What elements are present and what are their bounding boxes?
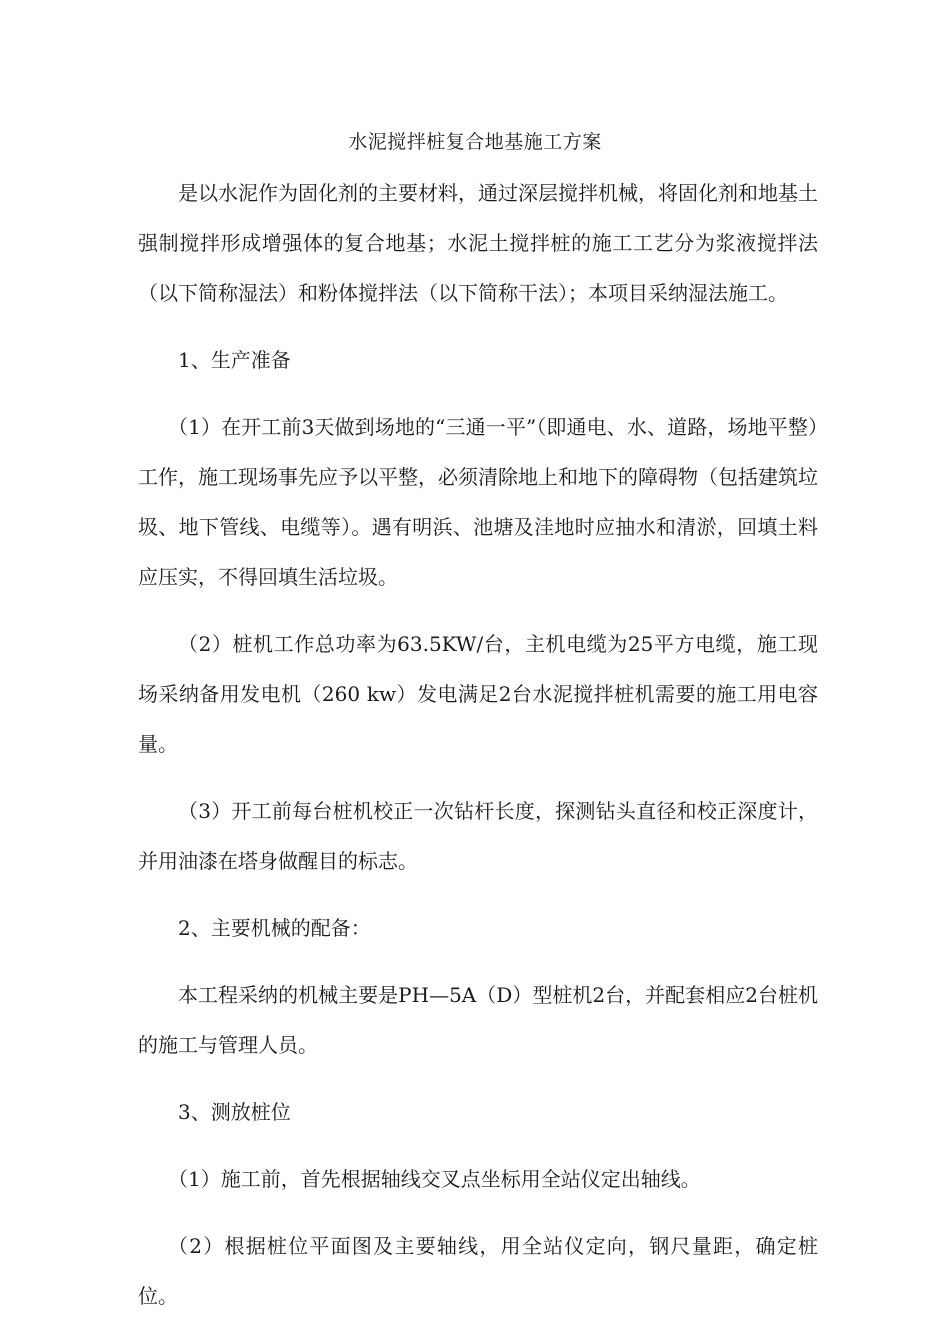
document-title: 水泥搅拌桩复合地基施工方案 xyxy=(348,131,602,153)
section-heading-preparation: 1、生产准备 xyxy=(178,348,291,372)
paragraph-intro: 是以水泥作为固化剂的主要材料，通过深层搅拌机械，将固化剂和地基土强制搅拌形成增强体的复合地基；水泥土搅拌桩的施工工艺分为浆液搅拌法（以下简称湿法）和粉体搅拌法（以下简称干法）；本项目采纳湿法施工。 xyxy=(138,181,818,305)
paragraph-power-supply: （2）桩机工作总功率为63.5KW/台，主机电缆为25平方电缆，施工现场采纳备用发电机（260 kw）发电满足2台水泥搅拌桩机需要的施工用电容量。 xyxy=(138,632,818,756)
paragraph-pile-positioning: （2）根据桩位平面图及主要轴线，用全站仪定向，钢尺量距，确定桩位。 xyxy=(138,1234,818,1308)
paragraph-axis-layout: （1）施工前，首先根据轴线交叉点坐标用全站仪定出轴线。 xyxy=(168,1167,701,1191)
section-heading-pile-layout: 3、测放桩位 xyxy=(178,1100,291,1124)
paragraph-machinery: 本工程采纳的机械主要是PH—5A（D）型桩机2台，并配套相应2台桩机的施工与管理人员。 xyxy=(138,983,818,1057)
paragraph-site-preparation: （1）在开工前3天做到场地的“三通一平”（即通电、水、道路，场地平整）工作，施工现场事先应予以平整，必须清除地上和地下的障碍物（包括建筑垃圾、地下管线、电缆等）。遇有明浜、池塘及洼地时应抽水和清淤，回填土料应压实，不得回填生活垃圾。 xyxy=(138,415,818,589)
document-body xyxy=(138,168,818,1338)
section-heading-machinery: 2、主要机械的配备： xyxy=(178,916,371,940)
paragraph-calibration: （3）开工前每台桩机校正一次钻杆长度，探测钻头直径和校正深度计，并用油漆在塔身做醒目的标志。 xyxy=(138,799,818,873)
